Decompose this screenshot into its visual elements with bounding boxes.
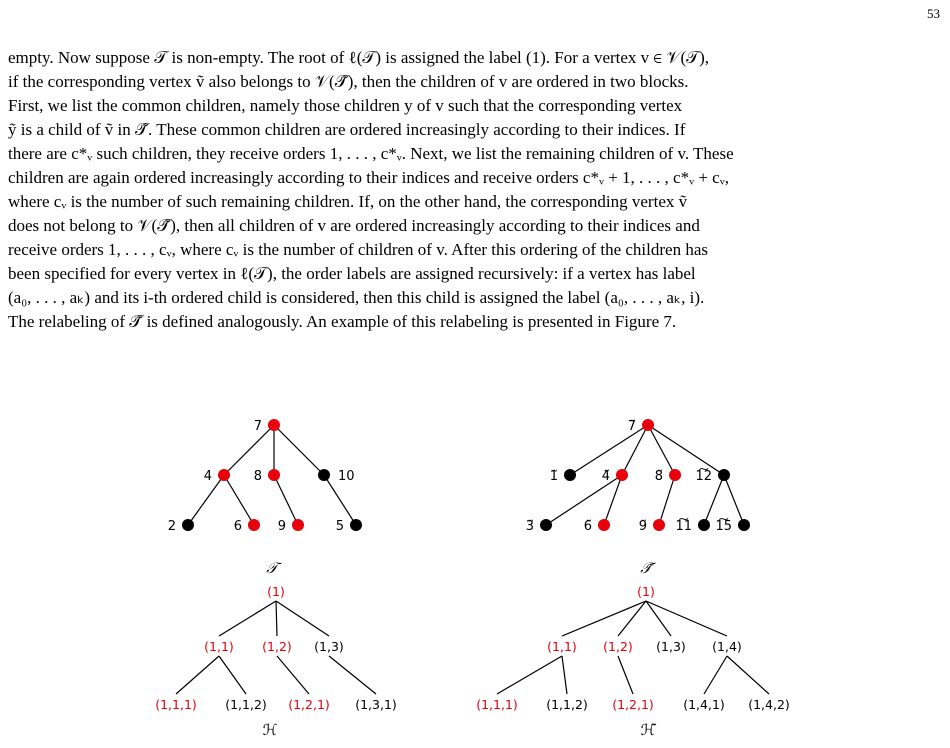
tree-edge xyxy=(727,656,769,694)
node-label: (1) xyxy=(267,584,285,599)
node-label: 6̃ xyxy=(583,519,592,534)
tree-node xyxy=(540,519,552,531)
tree-node xyxy=(182,519,194,531)
node-label: 1͠1 xyxy=(675,519,692,534)
node-label: 1͠5 xyxy=(715,519,732,534)
tree-edge xyxy=(219,601,276,636)
tree-node xyxy=(718,469,730,481)
tree-edge xyxy=(704,656,727,694)
tree-node xyxy=(642,419,654,431)
node-label: (1,2) xyxy=(603,639,633,654)
node-label: (1,3) xyxy=(656,639,686,654)
node-label: 7̃ xyxy=(627,419,636,434)
tree-edge xyxy=(329,656,376,694)
node-label: 4 xyxy=(203,469,212,484)
tree-edge xyxy=(562,656,567,694)
tree-edge xyxy=(274,425,324,475)
tree-edge xyxy=(648,425,675,475)
tree-edge xyxy=(219,656,246,694)
text-line: ỹ is a child of ṽ in 𝒯̃. These common children are ordered increasingly according to their indices. If xyxy=(8,120,686,139)
text-line: children are again ordered increasingly according to their indices and receive orders c*ᵥ + 1, . . . , c*ᵥ + cᵥ, xyxy=(8,168,729,187)
node-label: (1,1,2) xyxy=(225,697,267,712)
tree-edge xyxy=(224,475,254,525)
node-label: 6 xyxy=(233,519,242,534)
tree-edge xyxy=(648,425,724,475)
tree-edge xyxy=(224,425,274,475)
tree-edge xyxy=(497,656,562,694)
tree-caption: ℋ̃ xyxy=(640,721,656,739)
text-line: (a₀, . . . , aₖ) and its i-th ordered child is considered, then this child is assigned the label (a₀, . . . , aₖ, i). xyxy=(8,288,705,307)
tree-node xyxy=(248,519,260,531)
tree-caption: ℋ xyxy=(262,721,278,739)
tree-node xyxy=(653,519,665,531)
node-label: (1,1,1) xyxy=(476,697,518,712)
figure-7 xyxy=(0,405,950,748)
node-label: 2 xyxy=(167,519,176,534)
tree-node xyxy=(669,469,681,481)
text-line: been specified for every vertex in ℓ(𝒯), the order labels are assigned recursively: if a vertex has label xyxy=(8,264,696,283)
text-line: where cᵥ is the number of such remaining children. If, on the other hand, the corresponding vertex ṽ xyxy=(8,192,688,211)
node-label: (1,3) xyxy=(314,639,344,654)
tree-edge xyxy=(562,601,646,636)
tree-H-tilde xyxy=(476,584,790,739)
node-label: 8 xyxy=(253,469,262,484)
tree-T xyxy=(168,419,362,577)
node-label: (1,2,1) xyxy=(612,697,654,712)
tree-edge xyxy=(276,601,329,636)
tree-T-tilde xyxy=(526,419,750,577)
tree-edge xyxy=(618,656,633,694)
node-label: (1,1,2) xyxy=(546,697,588,712)
tree-node xyxy=(218,469,230,481)
node-label: 3̃ xyxy=(525,519,534,534)
tree-edge xyxy=(724,475,744,525)
node-label: (1,1) xyxy=(547,639,577,654)
text-line: if the corresponding vertex ṽ also belongs to 𝒱(𝒯̃), then the children of v are ordered in two blocks. xyxy=(8,72,689,91)
tree-edge xyxy=(276,601,277,636)
node-label: 5 xyxy=(335,519,344,534)
node-label: 1͠2 xyxy=(695,469,712,484)
node-label: (1) xyxy=(637,584,655,599)
node-label: 9 xyxy=(277,519,286,534)
tree-caption: 𝒯̃ xyxy=(640,559,652,577)
node-label: (1,4,1) xyxy=(683,697,725,712)
text-line: The relabeling of 𝒯̃ is defined analogously. An example of this relabeling is presented in Figure 7. xyxy=(8,312,677,331)
tree-edge xyxy=(274,475,298,525)
node-label: (1,2) xyxy=(262,639,292,654)
tree-edge xyxy=(176,656,219,694)
tree-node xyxy=(350,519,362,531)
node-label: (1,4,2) xyxy=(748,697,790,712)
tree-edge xyxy=(277,656,309,694)
tree-node xyxy=(268,469,280,481)
node-label: 10 xyxy=(338,469,355,484)
node-label: 9̃ xyxy=(638,519,647,534)
tree-edge xyxy=(570,425,648,475)
page-number: 53 xyxy=(927,6,940,21)
tree-H xyxy=(155,584,397,739)
tree-node xyxy=(598,519,610,531)
node-label: (1,1,1) xyxy=(155,697,197,712)
text-line: does not belong to 𝒱(𝒯̃), then all children of v are ordered increasingly according to their indices and xyxy=(8,216,700,235)
text-line: there are c*ᵥ such children, they receive orders 1, . . . , c*ᵥ. Next, we list the remaining children of v. These xyxy=(8,144,734,163)
node-label: (1,2,1) xyxy=(288,697,330,712)
node-label: 1̃ xyxy=(549,469,558,484)
tree-caption: 𝒯 xyxy=(266,559,278,577)
tree-node xyxy=(292,519,304,531)
text-line: First, we list the common children, namely those children y of v such that the corresponding vertex xyxy=(8,96,683,115)
node-label: (1,3,1) xyxy=(355,697,397,712)
node-label: 4̃ xyxy=(601,469,610,484)
tree-node xyxy=(318,469,330,481)
node-label: 7 xyxy=(253,419,262,434)
tree-node xyxy=(564,469,576,481)
node-label: (1,1) xyxy=(204,639,234,654)
tree-node xyxy=(268,419,280,431)
tree-node xyxy=(738,519,750,531)
node-label: (1,4) xyxy=(712,639,742,654)
tree-node xyxy=(616,469,628,481)
text-line: receive orders 1, . . . , cᵥ, where cᵥ is the number of children of v. After this ordering of the children has xyxy=(8,240,708,259)
body-paragraph xyxy=(8,46,940,334)
node-label: 8̃ xyxy=(654,469,663,484)
text-line: empty. Now suppose 𝒯 is non-empty. The root of ℓ(𝒯) is assigned the label (1). For a vertex v ∈ 𝒱(𝒯), xyxy=(8,48,710,67)
tree-node xyxy=(698,519,710,531)
